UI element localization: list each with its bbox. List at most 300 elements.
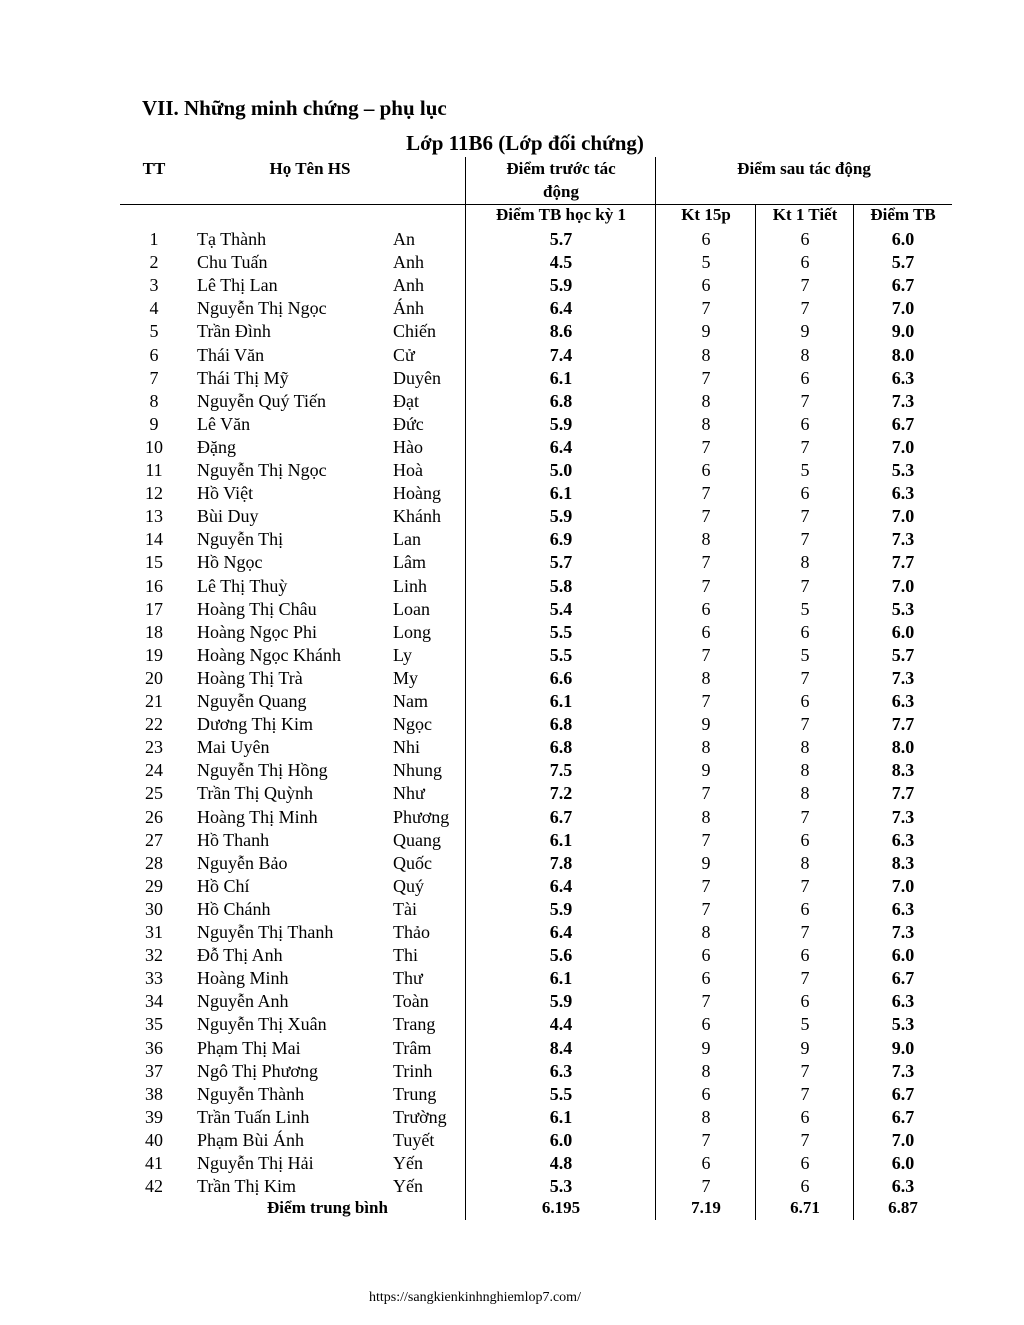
student-surname: Trần Thị Kim	[197, 1176, 297, 1197]
student-surname: Nguyễn Thị Thanh	[197, 922, 334, 942]
score-kt1tiet: 8	[800, 760, 810, 781]
score-kt15p: 7	[701, 483, 711, 504]
score-kt15p: 6	[701, 1153, 711, 1173]
table-row	[0, 1037, 1024, 1060]
score-kt15p: 6	[701, 275, 711, 296]
footer-url[interactable]: https://sangkienkinhnghiemlop7.com/	[369, 1290, 581, 1305]
student-given-name: Lâm	[393, 552, 426, 573]
student-given-name: Như	[393, 783, 425, 804]
score-kt15p: 7	[701, 436, 711, 457]
average-before: 6.195	[541, 1198, 581, 1217]
student-given-name: Thư	[393, 968, 423, 989]
score-kt1tiet: 5	[800, 598, 810, 619]
score-before: 6.1	[549, 829, 573, 850]
score-average: 8.3	[891, 760, 915, 781]
score-before: 5.5	[549, 1083, 573, 1104]
score-average: 6.7	[891, 413, 915, 434]
score-average: 9.0	[891, 1037, 915, 1058]
student-surname: Phạm Thị Mai	[197, 1037, 301, 1058]
score-kt1tiet: 7	[800, 529, 810, 550]
score-kt15p: 6	[701, 598, 711, 619]
score-kt1tiet: 8	[800, 552, 810, 573]
table-row	[0, 274, 1024, 297]
student-given-name: Ly	[393, 644, 413, 665]
score-kt15p: 6	[701, 1083, 711, 1104]
score-before: 6.1	[549, 968, 573, 989]
score-average: 5.3	[891, 1014, 915, 1035]
student-given-name: Quý	[393, 875, 424, 896]
score-before: 4.5	[549, 252, 573, 273]
score-kt1tiet: 7	[800, 1129, 810, 1150]
student-surname: Lê Thị Lan	[197, 275, 278, 296]
score-kt15p: 5	[701, 252, 711, 273]
score-average: 8.0	[891, 344, 915, 365]
score-average: 5.3	[891, 460, 915, 480]
student-surname: Chu Tuấn	[197, 252, 268, 273]
row-number: 11	[145, 460, 163, 480]
row-number: 17	[145, 598, 163, 619]
student-surname: Ngô Thị Phương	[197, 1060, 318, 1081]
score-kt1tiet: 5	[800, 1014, 810, 1035]
score-kt1tiet: 6	[800, 945, 810, 966]
row-number: 41	[145, 1153, 163, 1173]
score-kt1tiet: 7	[800, 922, 810, 942]
header-tt: TT	[142, 159, 166, 178]
student-surname: Hoàng Thị Châu	[197, 598, 317, 619]
score-before: 6.4	[549, 436, 573, 457]
student-given-name: Quốc	[393, 852, 432, 873]
score-before: 5.3	[549, 1176, 573, 1197]
student-surname: Đặng	[197, 436, 236, 457]
row-number: 20	[145, 667, 163, 688]
score-average: 7.7	[891, 714, 915, 735]
student-surname: Dương Thị Kim	[197, 714, 313, 735]
score-average: 6.3	[891, 1176, 915, 1197]
header-before-line2: động	[543, 182, 579, 201]
student-given-name: Nam	[393, 691, 428, 711]
score-kt1tiet: 6	[800, 1106, 810, 1127]
score-average: 6.3	[891, 367, 915, 388]
student-surname: Nguyễn Thị Hải	[197, 1153, 314, 1173]
score-kt15p: 8	[701, 1060, 711, 1081]
score-kt15p: 9	[701, 760, 711, 781]
row-number: 15	[145, 552, 163, 573]
score-kt1tiet: 7	[800, 714, 810, 735]
table-row	[0, 598, 1024, 621]
score-kt15p: 7	[701, 367, 711, 388]
score-kt15p: 7	[701, 691, 711, 711]
score-average: 7.7	[891, 552, 915, 573]
student-given-name: Tài	[393, 898, 417, 919]
score-before: 7.8	[549, 852, 573, 873]
score-kt1tiet: 9	[800, 321, 810, 342]
score-average: 5.7	[891, 252, 915, 273]
score-kt1tiet: 5	[800, 644, 810, 665]
table-row	[0, 690, 1024, 713]
table-row	[0, 667, 1024, 690]
table-row	[0, 1106, 1024, 1129]
score-before: 6.1	[549, 1106, 573, 1127]
average-kt1tiet: 6.71	[790, 1198, 820, 1217]
score-kt1tiet: 5	[800, 460, 810, 480]
score-average: 7.0	[891, 1129, 915, 1150]
score-average: 7.0	[891, 506, 915, 527]
row-number: 18	[145, 621, 163, 642]
score-kt15p: 7	[701, 991, 711, 1012]
header-diem-tb: Điểm TB	[870, 205, 936, 224]
score-before: 6.3	[549, 1060, 573, 1081]
table-row	[0, 482, 1024, 505]
student-surname: Hoàng Ngọc Phi	[197, 621, 317, 642]
score-kt1tiet: 6	[800, 229, 810, 249]
score-before: 5.5	[549, 621, 573, 642]
row-number: 7	[149, 367, 159, 388]
score-before: 6.7	[549, 806, 573, 827]
score-kt1tiet: 7	[800, 968, 810, 989]
table-row	[0, 459, 1024, 482]
table-row	[0, 875, 1024, 898]
score-kt1tiet: 7	[800, 298, 810, 319]
score-before: 6.8	[549, 714, 573, 735]
score-kt1tiet: 7	[800, 436, 810, 457]
row-number: 19	[145, 644, 163, 665]
score-kt15p: 9	[701, 714, 711, 735]
score-kt15p: 9	[701, 852, 711, 873]
table-row	[0, 1013, 1024, 1036]
student-given-name: Đức	[393, 413, 424, 434]
class-title: Lớp 11B6 (Lớp đối chứng)	[406, 131, 644, 155]
score-average: 7.3	[891, 1060, 915, 1081]
score-kt15p: 7	[701, 575, 711, 596]
row-number: 10	[145, 436, 163, 457]
score-before: 8.6	[549, 321, 573, 342]
score-kt15p: 7	[701, 298, 711, 319]
row-number: 30	[145, 898, 163, 919]
student-given-name: Thảo	[393, 922, 430, 942]
score-kt15p: 6	[701, 968, 711, 989]
score-average: 7.3	[891, 806, 915, 827]
student-surname: Trần Đình	[197, 321, 271, 342]
score-average: 6.3	[891, 898, 915, 919]
row-number: 32	[145, 945, 163, 966]
score-kt15p: 7	[701, 1129, 711, 1150]
score-average: 7.0	[891, 575, 915, 596]
score-before: 5.4	[549, 598, 573, 619]
score-average: 6.7	[891, 968, 915, 989]
score-kt1tiet: 7	[800, 1083, 810, 1104]
score-kt15p: 9	[701, 321, 711, 342]
table-row	[0, 297, 1024, 320]
score-kt15p: 8	[701, 806, 711, 827]
table-row	[0, 413, 1024, 436]
table-row	[0, 1083, 1024, 1106]
score-average: 6.0	[891, 945, 915, 966]
header-kt15p: Kt 15p	[681, 205, 731, 224]
score-kt15p: 7	[701, 829, 711, 850]
score-before: 7.4	[549, 344, 573, 365]
table-row	[0, 436, 1024, 459]
score-kt1tiet: 6	[800, 829, 810, 850]
student-given-name: Lan	[393, 529, 421, 550]
student-surname: Lê Thị Thuỳ	[197, 575, 288, 596]
score-average: 8.0	[891, 737, 915, 758]
student-given-name: Nhung	[393, 760, 442, 781]
student-given-name: Tuyết	[393, 1129, 435, 1150]
table-row	[0, 1060, 1024, 1083]
score-before: 8.4	[549, 1037, 573, 1058]
table-row	[0, 921, 1024, 944]
student-given-name: Phương	[393, 806, 450, 827]
score-kt1tiet: 6	[800, 367, 810, 388]
average-label: Điểm trung bình	[267, 1198, 388, 1217]
student-surname: Hồ Việt	[197, 483, 254, 504]
score-kt15p: 8	[701, 344, 711, 365]
score-kt15p: 8	[701, 413, 711, 434]
student-given-name: Anh	[393, 252, 424, 273]
student-surname: Nguyễn Thị	[197, 529, 284, 550]
score-kt1tiet: 7	[800, 806, 810, 827]
score-average: 6.0	[891, 621, 915, 642]
score-kt1tiet: 7	[800, 575, 810, 596]
student-given-name: Yến	[393, 1153, 423, 1173]
score-average: 7.7	[891, 783, 915, 804]
table-row	[0, 1175, 1024, 1198]
score-average: 7.0	[891, 298, 915, 319]
row-number: 42	[145, 1176, 163, 1197]
score-average: 7.3	[891, 529, 915, 550]
score-kt15p: 9	[701, 1037, 711, 1058]
score-kt15p: 8	[701, 1106, 711, 1127]
score-average: 6.7	[891, 1106, 915, 1127]
score-average: 6.3	[891, 483, 915, 504]
row-number: 1	[149, 229, 159, 249]
section-heading: VII. Những minh chứng – phụ lục	[142, 96, 447, 120]
student-given-name: Khánh	[393, 506, 441, 527]
row-number: 22	[145, 714, 163, 735]
score-kt1tiet: 7	[800, 1060, 810, 1081]
score-average: 7.0	[891, 875, 915, 896]
student-surname: Nguyễn Quý Tiến	[197, 390, 327, 411]
score-before: 6.4	[549, 922, 573, 942]
student-given-name: Long	[393, 621, 431, 642]
student-given-name: Hoàng	[393, 483, 441, 504]
row-number: 40	[145, 1129, 163, 1150]
header-kt1tiet: Kt 1 Tiết	[772, 205, 838, 224]
row-number: 3	[149, 275, 159, 296]
student-given-name: An	[393, 229, 415, 249]
student-surname: Nguyễn Thị Ngọc	[197, 460, 327, 480]
student-surname: Mai Uyên	[197, 737, 270, 758]
score-before: 6.4	[549, 298, 573, 319]
row-number: 2	[149, 252, 159, 273]
score-kt1tiet: 6	[800, 1176, 810, 1197]
score-kt15p: 8	[701, 922, 711, 942]
student-given-name: Trinh	[393, 1060, 433, 1081]
score-before: 6.4	[549, 875, 573, 896]
score-kt15p: 8	[701, 737, 711, 758]
student-surname: Lê Văn	[197, 413, 251, 434]
student-surname: Nguyễn Anh	[197, 991, 289, 1012]
header-before-sub: Điểm TB học kỳ 1	[495, 205, 627, 224]
student-surname: Nguyễn Thị Ngọc	[197, 298, 327, 319]
table-row	[0, 390, 1024, 413]
table-row	[0, 344, 1024, 367]
score-kt15p: 7	[701, 898, 711, 919]
student-surname: Nguyễn Bảo	[197, 852, 288, 873]
student-given-name: Nhi	[393, 737, 420, 758]
score-kt15p: 8	[701, 667, 711, 688]
score-before: 6.1	[549, 691, 573, 711]
score-before: 6.1	[549, 483, 573, 504]
table-row	[0, 713, 1024, 736]
row-number: 28	[145, 852, 163, 873]
table-row	[0, 528, 1024, 551]
student-given-name: Trâm	[393, 1037, 432, 1058]
table-row	[0, 228, 1024, 251]
student-surname: Thái Thị Mỹ	[197, 367, 289, 388]
score-before: 7.5	[549, 760, 573, 781]
score-before: 5.8	[549, 575, 573, 596]
student-surname: Thái Văn	[197, 344, 265, 365]
student-given-name: Ngọc	[393, 714, 432, 735]
student-surname: Hoàng Thị Trà	[197, 667, 303, 688]
score-before: 6.1	[549, 367, 573, 388]
student-given-name: Duyên	[393, 367, 441, 388]
student-surname: Nguyễn Thành	[197, 1083, 305, 1104]
table-row	[0, 644, 1024, 667]
score-kt1tiet: 6	[800, 483, 810, 504]
score-kt1tiet: 8	[800, 852, 810, 873]
row-number: 12	[145, 483, 163, 504]
table-row	[0, 1129, 1024, 1152]
row-number: 4	[149, 298, 159, 319]
score-kt1tiet: 7	[800, 506, 810, 527]
score-before: 5.9	[549, 413, 573, 434]
table-row	[0, 320, 1024, 343]
row-number: 31	[145, 922, 163, 942]
row-number: 16	[145, 575, 163, 596]
student-given-name: Trường	[393, 1106, 447, 1127]
score-kt15p: 7	[701, 783, 711, 804]
student-surname: Nguyễn Quang	[197, 691, 307, 711]
score-average: 7.3	[891, 667, 915, 688]
score-average: 7.0	[891, 436, 915, 457]
row-number: 14	[145, 529, 163, 550]
table-row	[0, 251, 1024, 274]
score-before: 5.7	[549, 229, 573, 249]
score-kt15p: 8	[701, 529, 711, 550]
score-before: 6.0	[549, 1129, 573, 1150]
score-kt15p: 6	[701, 229, 711, 249]
score-before: 5.9	[549, 991, 573, 1012]
student-surname: Nguyễn Thị Xuân	[197, 1014, 327, 1035]
score-before: 5.6	[549, 945, 573, 966]
student-surname: Nguyễn Thị Hồng	[197, 760, 328, 781]
score-before: 6.8	[549, 737, 573, 758]
student-surname: Hoàng Ngọc Khánh	[197, 644, 341, 665]
score-average: 5.7	[891, 644, 915, 665]
student-surname: Tạ Thành	[197, 229, 267, 249]
student-surname: Hoàng Minh	[197, 968, 289, 989]
table-row	[0, 782, 1024, 805]
student-given-name: My	[393, 667, 419, 688]
score-kt15p: 7	[701, 552, 711, 573]
student-given-name: Hào	[393, 436, 423, 457]
score-kt15p: 6	[701, 621, 711, 642]
table-row	[0, 806, 1024, 829]
score-kt15p: 7	[701, 644, 711, 665]
row-number: 34	[145, 991, 163, 1012]
score-kt1tiet: 7	[800, 667, 810, 688]
score-kt15p: 6	[701, 945, 711, 966]
row-number: 23	[145, 737, 163, 758]
row-number: 29	[145, 875, 163, 896]
score-kt1tiet: 7	[800, 275, 810, 296]
score-kt1tiet: 6	[800, 991, 810, 1012]
score-kt15p: 6	[701, 1014, 711, 1035]
score-before: 5.9	[549, 898, 573, 919]
student-given-name: Toàn	[393, 991, 429, 1012]
score-before: 6.6	[549, 667, 573, 688]
row-number: 24	[145, 760, 163, 781]
score-before: 5.0	[549, 460, 573, 480]
score-kt15p: 6	[701, 460, 711, 480]
row-number: 27	[145, 829, 163, 850]
student-given-name: Chiến	[393, 321, 436, 342]
table-row	[0, 621, 1024, 644]
row-number: 36	[145, 1037, 163, 1058]
row-number: 9	[149, 413, 159, 434]
score-before: 5.9	[549, 275, 573, 296]
row-number: 37	[145, 1060, 163, 1081]
score-average: 6.3	[891, 991, 915, 1012]
row-number: 26	[145, 806, 163, 827]
table-row	[0, 505, 1024, 528]
score-kt15p: 7	[701, 506, 711, 527]
score-kt1tiet: 6	[800, 898, 810, 919]
table-row	[0, 1152, 1024, 1175]
header-name: Họ Tên HS	[269, 159, 351, 178]
student-given-name: Đạt	[393, 390, 419, 411]
row-number: 33	[145, 968, 163, 989]
row-number: 39	[145, 1106, 163, 1127]
score-kt15p: 7	[701, 875, 711, 896]
table-row	[0, 759, 1024, 782]
row-number: 6	[149, 344, 159, 365]
table-row	[0, 967, 1024, 990]
header-before-line1: Điểm trước tác	[506, 159, 616, 178]
score-kt1tiet: 6	[800, 691, 810, 711]
student-given-name: Trang	[393, 1014, 436, 1035]
student-surname: Hoàng Thị Minh	[197, 806, 318, 827]
score-kt1tiet: 6	[800, 1153, 810, 1173]
score-average: 8.3	[891, 852, 915, 873]
row-number: 8	[149, 390, 159, 411]
student-given-name: Quang	[393, 829, 441, 850]
student-surname: Hồ Ngọc	[197, 552, 263, 573]
row-number: 25	[145, 783, 163, 804]
student-given-name: Yến	[393, 1176, 423, 1197]
score-before: 6.9	[549, 529, 573, 550]
student-given-name: Trung	[393, 1083, 437, 1104]
average-kt15p: 7.19	[691, 1198, 721, 1217]
row-number: 13	[145, 506, 163, 527]
student-given-name: Loan	[393, 598, 430, 619]
score-before: 6.8	[549, 390, 573, 411]
header-rule	[120, 204, 952, 205]
student-surname: Đỗ Thị Anh	[197, 945, 283, 966]
student-surname: Phạm Bùi Ánh	[197, 1129, 305, 1150]
